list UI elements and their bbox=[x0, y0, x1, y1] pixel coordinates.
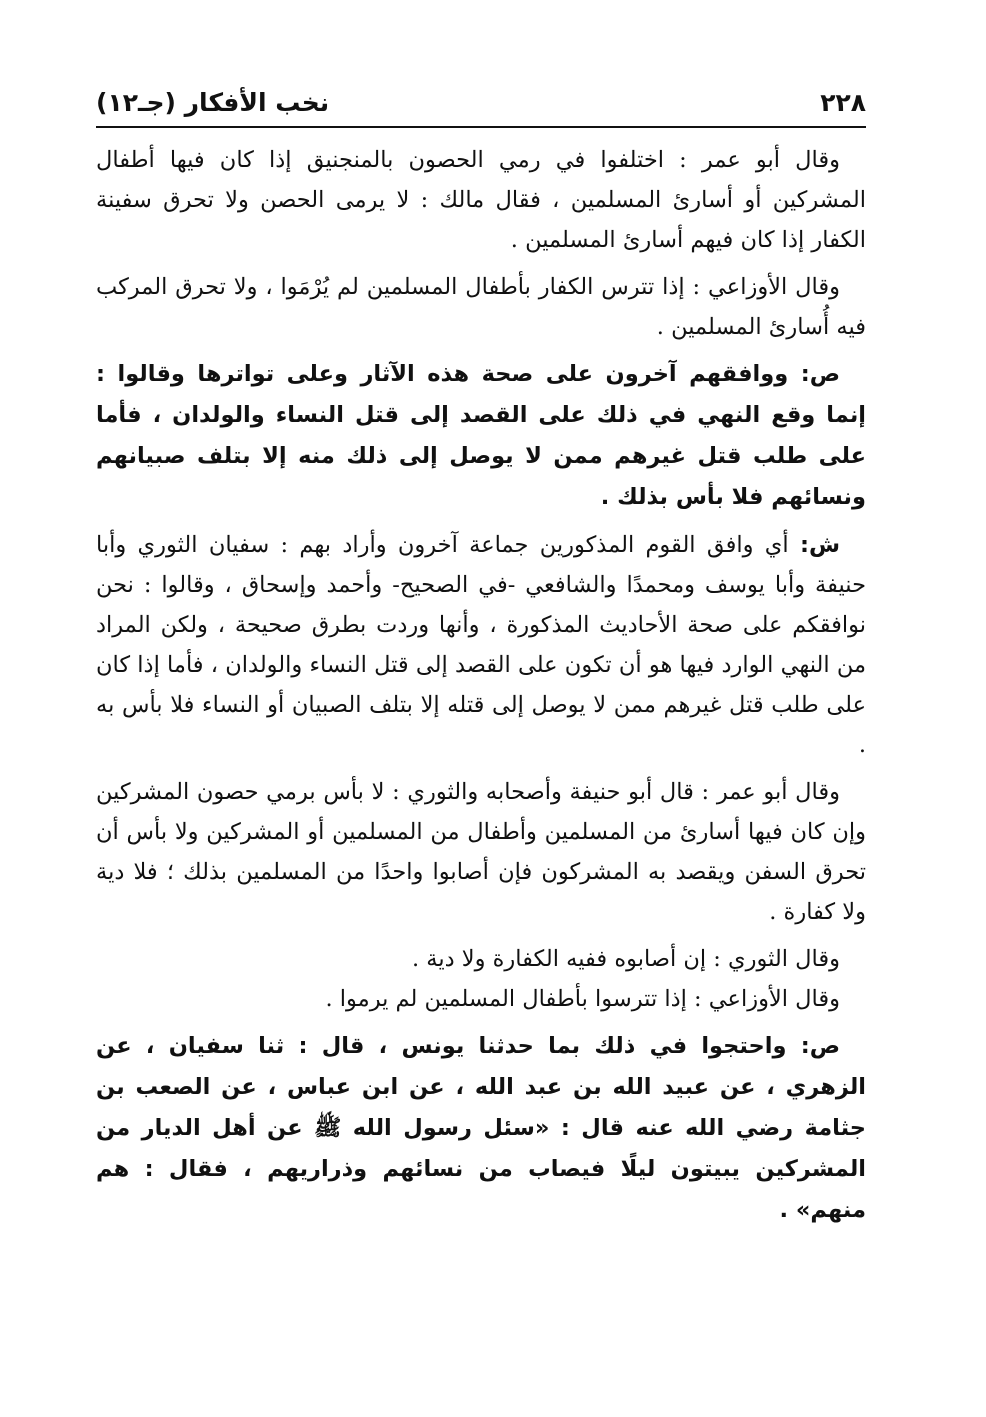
matn-marker: ص: bbox=[800, 1033, 840, 1059]
paragraph-awzai-shields bbox=[96, 267, 866, 347]
running-header bbox=[96, 82, 866, 124]
paragraph-text: وقال الثوري : إن أصابوه ففيه الكفارة ولا دية . bbox=[411, 946, 840, 972]
header-rule bbox=[96, 126, 866, 128]
page-number: ٢٢٨ bbox=[820, 88, 866, 117]
book-page bbox=[96, 82, 866, 1238]
book-title: نخب الأفكار (جـ١٢) bbox=[96, 88, 330, 117]
paragraph-text: ووافقهم آخرون على صحة هذه الآثار وعلى تواترها وقالوا : إنما وقع النهي في ذلك على القصد إلى قتل النساء والولدان ، فأما على طلب قتل غيرهم ممن لا يوصل إلى ذلك منه إلا بتلف صبيانهم ونسائهم فلا بأس بذلك . bbox=[96, 361, 866, 510]
paragraph-thawri-view bbox=[96, 939, 866, 979]
paragraph-abu-umar-mangonel bbox=[96, 140, 866, 260]
paragraph-text: وقال أبو عمر : قال أبو حنيفة وأصحابه والثوري : لا بأس برمي حصون المشركين وإن كان فيها أسارئ من المسلمين وأطفال من المسلمين أو المشركين ولا بأس أن تحرق السفن ويقصد به المشركون فإن أصابوا واحدًا من المسلمين بذلك ؛ فلا دية ولا كفارة . bbox=[96, 779, 866, 925]
sharh-marker: ش: bbox=[799, 532, 840, 558]
paragraph-awzai-view bbox=[96, 979, 866, 1019]
matn-paragraph bbox=[96, 354, 866, 518]
matn-marker: ص: bbox=[800, 361, 840, 387]
paragraph-text: واحتجوا في ذلك بما حدثنا يونس ، قال : ثنا سفيان ، عن الزهري ، عن عبيد الله بن عبد الله ، عن ابن عباس ، عن الصعب بن جثامة رضي الله عنه قال : «سئل رسول الله ﷺ عن أهل الديار من المشركين يبيتون ليلًا فيصاب من نسائهم وذراريهم ، فقال : هم منهم» . bbox=[96, 1033, 866, 1223]
paragraph-text: أي وافق القوم المذكورين جماعة آخرون وأراد بهم : سفيان الثوري وأبا حنيفة وأبا يوسف ومحمدًا والشافعي -في الصحيح- وأحمد وإسحاق ، وقالوا : نحن نوافقكم على صحة الأحاديث المذكورة ، وأنها وردت بطرق صحيحة ، ولكن المراد من النهي الوارد فيها هو أن تكون على القصد إلى قتل النساء والولدان ، فأما إذا كان على طلب قتل غيرهم ممن لا يوصل إلى قتله إلا بتلف الصبيان أو النساء فلا بأس به . bbox=[96, 532, 866, 758]
paragraph-abu-hanifa-view bbox=[96, 772, 866, 932]
paragraph-text: وقال الأوزاعي : إذا تترس الكفار بأطفال المسلمين لم يُرْمَوا ، ولا تحرق المركب فيه أُسارئ المسلمين . bbox=[96, 274, 866, 340]
matn-hadith-paragraph bbox=[96, 1026, 866, 1231]
page-body bbox=[96, 140, 866, 1231]
sharh-paragraph bbox=[96, 525, 866, 765]
paragraph-text: وقال الأوزاعي : إذا تترسوا بأطفال المسلمين لم يرموا . bbox=[325, 986, 840, 1012]
paragraph-text: وقال أبو عمر : اختلفوا في رمي الحصون بالمنجنيق إذا كان فيها أطفال المشركين أو أسارئ المسلمين ، فقال مالك : لا يرمى الحصن ولا تحرق سفينة الكفار إذا كان فيهم أسارئ المسلمين . bbox=[96, 147, 866, 253]
